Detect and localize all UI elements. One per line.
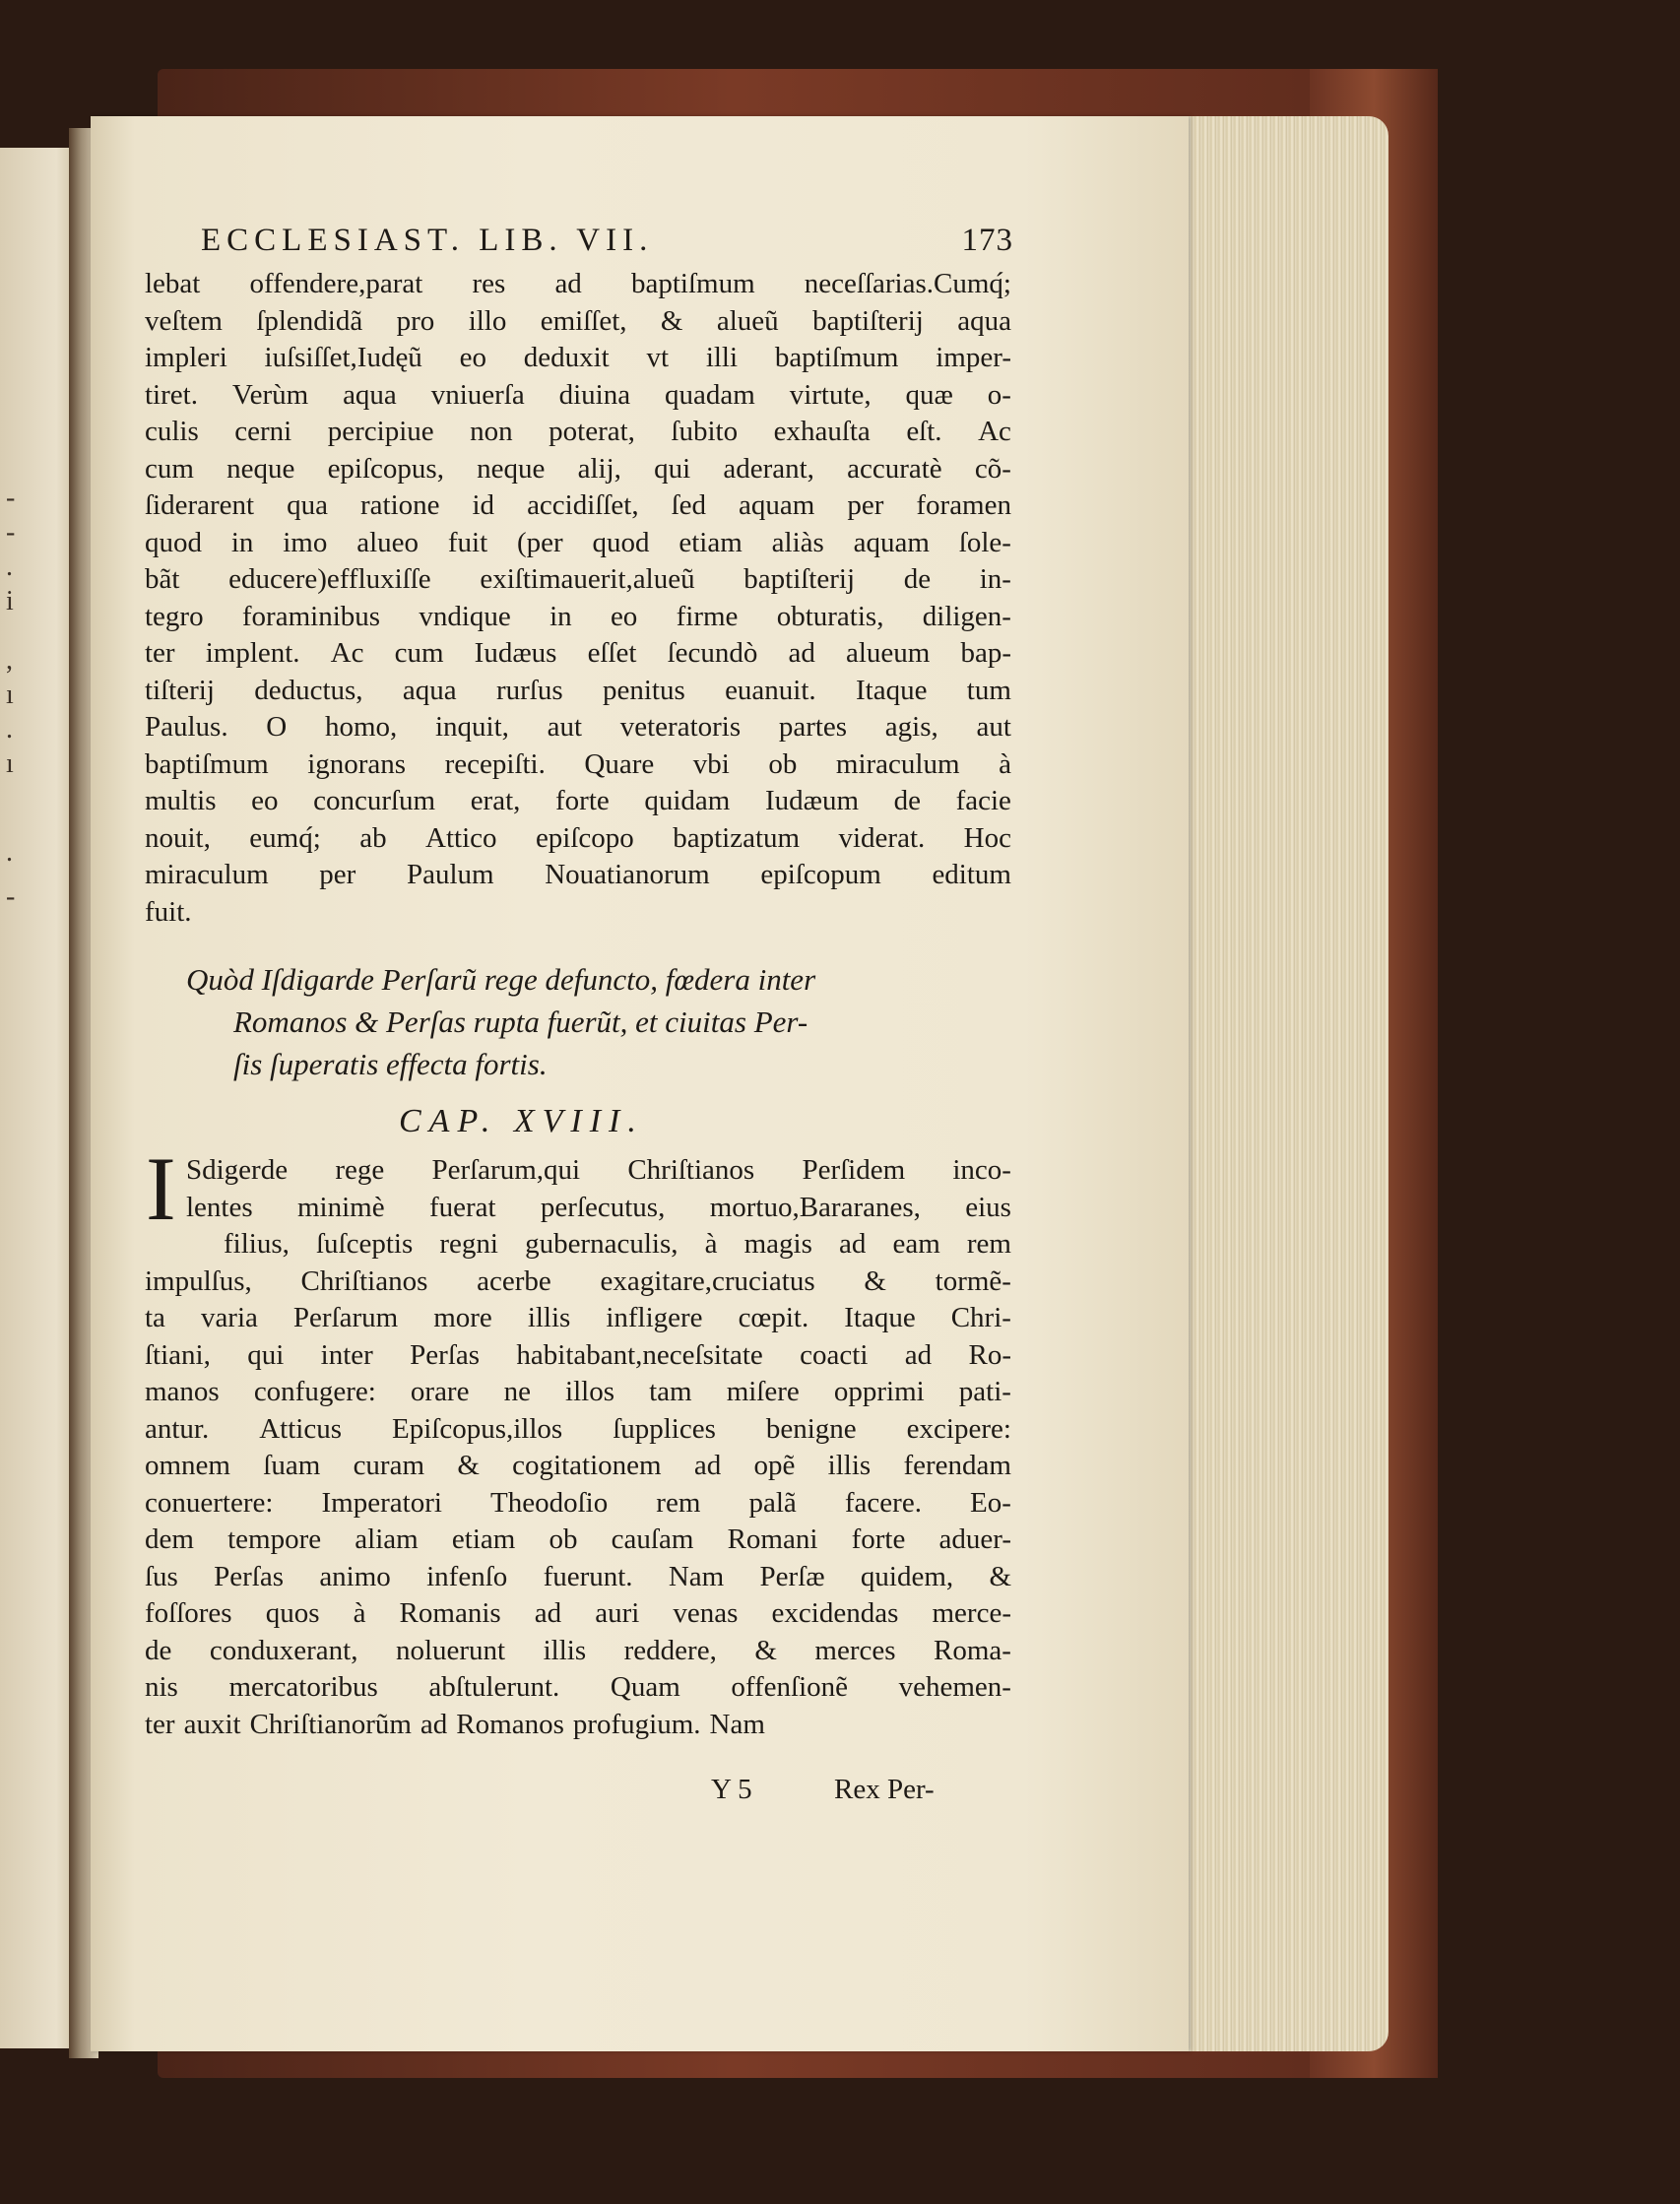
text-line: ſus Perſas animo infenſo fuerunt. Nam Perſæ quidem, &	[145, 1560, 1011, 1592]
page-number: 173	[961, 223, 1013, 258]
text-line: antur. Atticus Epiſcopus,illos ſupplices benigne excipere:	[145, 1412, 1011, 1445]
text-line: veſtem ſplendidã pro illo emiſſet, & alueũ baptiſterij aqua	[145, 304, 1011, 337]
text-line: foſſores quos à Romanis ad auri venas excidendas merce-	[145, 1597, 1011, 1629]
text-line: cum neque epiſcopus, neque alij, qui aderant, accuratè cõ-	[145, 452, 1011, 485]
chapter-number: CAP. XVIII.	[399, 1103, 644, 1139]
book-page	[91, 116, 1189, 2051]
heading-line: ſis ſuperatis effecta fortis.	[233, 1047, 548, 1081]
text-line: fuit.	[145, 895, 192, 928]
running-header	[201, 223, 1013, 272]
text-line: impulſus, Chriſtianos acerbe exagitare,cruciatus & tormẽ-	[145, 1264, 1011, 1297]
text-line: baptiſmum ignorans recepiſti. Quare vbi ob miraculum à	[145, 747, 1011, 780]
text-line: culis cerni percipiue non poterat, ſubito exhauſta eſt. Ac	[145, 416, 1011, 447]
running-title: ECCLESIAST. LIB. VII.	[201, 223, 654, 258]
text-line: ter auxit Chriſtianorũm ad Romanos profugium. Nam	[145, 1708, 765, 1740]
text-line: lebat offendere,parat res ad baptiſmum neceſſarias.Cumq́;	[145, 268, 1011, 299]
chapter-heading	[145, 958, 1011, 1085]
signature-mark: Y 5	[711, 1774, 752, 1805]
text-line: ſiderarent qua ratione id accidiſſet, ſed aquam per foramen	[145, 489, 1011, 521]
heading-line: Quòd Iſdigarde Perſarũ rege defuncto, fœdera inter	[186, 962, 816, 997]
text-line: de conduxerant, noluerunt illis reddere, & merces Roma-	[145, 1634, 1011, 1666]
text-line: impleri iuſsiſſet,Iudęũ eo deduxit vt illi baptiſmum imper-	[145, 342, 1011, 373]
text-line: multis eo concurſum erat, forte quidam Iudæum de facie	[145, 785, 1011, 816]
text-line: tiret. Verùm aqua vniuerſa diuina quadam virtute, quæ o-	[145, 378, 1011, 411]
page-text	[91, 116, 1189, 2051]
text-line: lentes minimè fuerat perſecutus, mortuo,Bararanes, eius	[186, 1191, 1011, 1223]
text-line: Paulus. O homo, inquit, aut veteratoris partes agis, aut	[145, 711, 1011, 743]
text-line: miraculum per Paulum Nouatianorum epiſcopum editum	[145, 859, 1011, 890]
drop-cap: I	[146, 1138, 176, 1239]
text-line: nouit, eumq́; ab Attico epiſcopo baptizatum viderat. Hoc	[145, 821, 1011, 854]
left-page-marks: - - . i , ı . ı . -	[6, 483, 16, 912]
text-line: conuertere: Imperatori Theodoſio rem palã facere. Eo-	[145, 1486, 1011, 1519]
catchword: Rex Per-	[834, 1774, 935, 1805]
heading-line: Romanos & Perſas rupta fuerũt, et ciuitas Per-	[233, 1005, 808, 1039]
text-line: ta varia Perſarum more illis infligere cœpit. Itaque Chri-	[145, 1302, 1011, 1333]
text-line: ter implent. Ac cum Iudæus eſſet ſecundò ad alueum bap-	[145, 637, 1011, 669]
page-fore-edge	[1177, 116, 1389, 2051]
text-line: bãt educere)effluxiſſe exiſtimauerit,alueũ baptiſterij de in-	[145, 563, 1011, 595]
paragraph-2	[145, 1138, 1011, 1743]
paragraph-1	[145, 266, 1011, 931]
text-line: Sdigerde rege Perſarum,qui Chriſtianos Perſidem inco-	[186, 1154, 1011, 1186]
text-line: ſtiani, qui inter Perſas habitabant,neceſsitate coacti ad Ro-	[145, 1338, 1011, 1371]
text-line: dem tempore aliam etiam ob cauſam Romani forte aduer-	[145, 1523, 1011, 1555]
text-line: nis mercatoribus abſtulerunt. Quam offenſionẽ vehemen-	[145, 1671, 1011, 1703]
text-line: filius, ſuſceptis regni gubernaculis, à magis ad eam rem	[224, 1228, 1011, 1260]
text-line: tiſterij deductus, aqua rurſus penitus euanuit. Itaque tum	[145, 674, 1011, 706]
text-line: tegro foraminibus vndique in eo firme obturatis, diligen-	[145, 600, 1011, 632]
text-line: manos confugere: orare ne illos tam miſere opprimi pati-	[145, 1376, 1011, 1407]
text-line: quod in imo alueo fuit (per quod etiam aliàs aquam ſole-	[145, 526, 1011, 558]
text-line: omnem ſuam curam & cogitationem ad opẽ illis ferendam	[145, 1450, 1011, 1481]
